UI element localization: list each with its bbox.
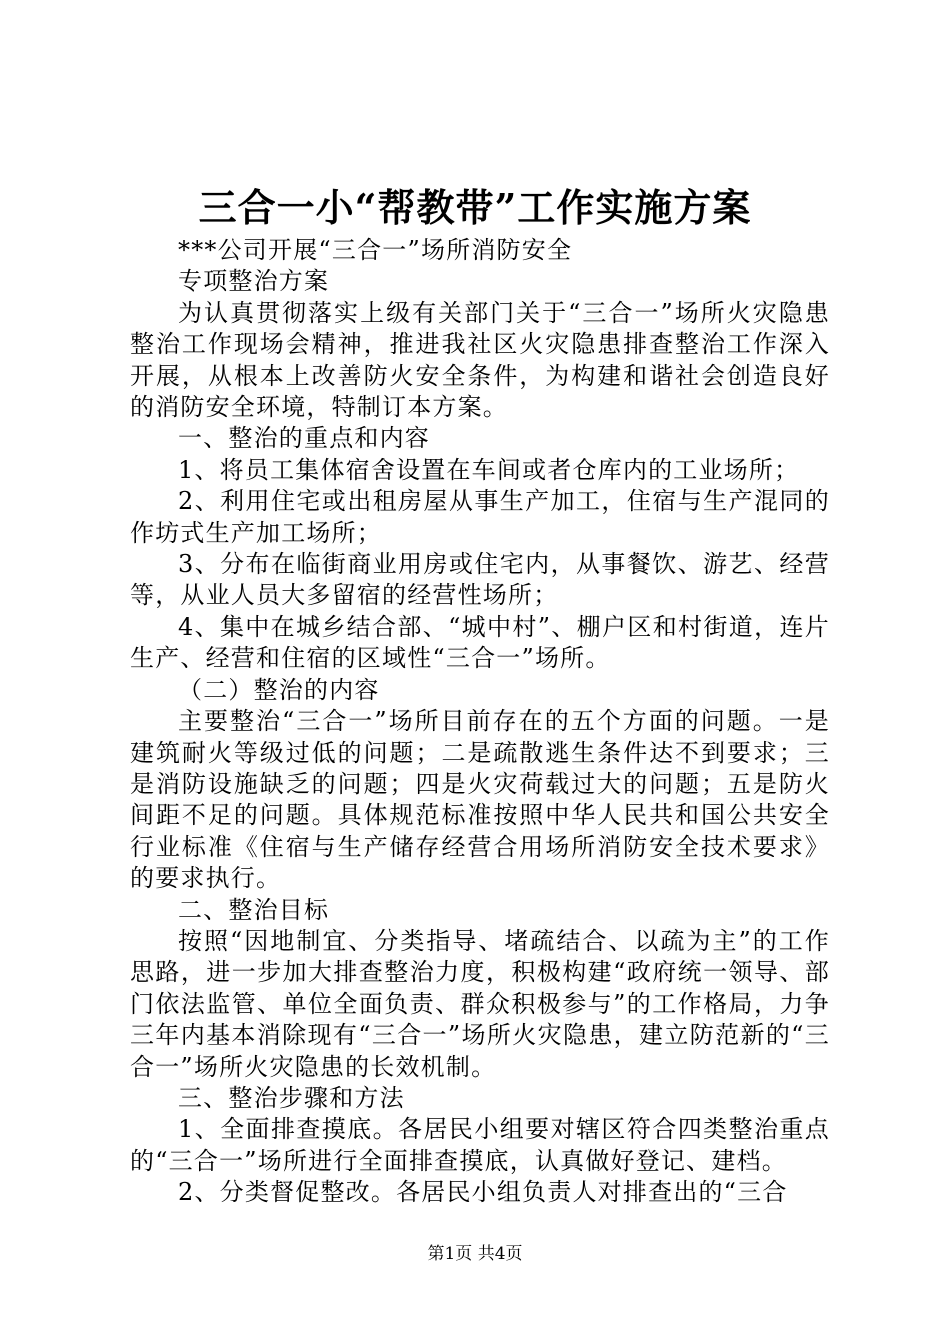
page-footer: 第1页 共4页 [427,1244,523,1264]
paragraph-company-heading: ***公司开展“三合一”场所消防安全 [178,236,573,264]
section-heading-goals: 二、整治目标 [178,895,330,924]
step-item-1: 1、全面排查摸底。各居民小组要对辖区符合四类整治重点的“三合一”场所进行全面排查摸底，认真做好登记、建档。 [130,1115,830,1175]
paragraph-plan-subtitle: 专项整治方案 [178,267,330,296]
paragraph-goals: 按照“因地制宜、分类指导、堵疏结合、以疏为主”的工作思路，进一步加大排查整治力度，积极构建“政府统一领导、部门依法监管、单位全面负责、群众积极参与”的工作格局，力争三年内基本消除现有“三合一”场所火灾隐患，建立防范新的“三合一”场所火灾隐患的长效机制。 [130,926,830,1081]
document-title: 三合一小“帮教带”工作实施方案 [198,185,752,230]
step-item-2: 2、分类督促整改。各居民小组负责人对排查出的“三合 [178,1178,788,1207]
section-heading-steps: 三、整治步骤和方法 [178,1083,405,1112]
list-item-1: 1、将员工集体宿舍设置在车间或者仓库内的工业场所； [178,455,800,484]
paragraph-content: 主要整治“三合一”场所目前存在的五个方面的问题。一是建筑耐火等级过低的问题；二是疏散逃生条件达不到要求；三是消防设施缺乏的问题；四是火灾荷载过大的问题；五是防火间距不足的问题。具体规范标准按照中华人民共和国公共安全行业标准《住宿与生产储存经营合用场所消防安全技术要求》的要求执行。 [130,707,830,893]
section-heading-focus: 一、整治的重点和内容 [178,424,430,453]
document-body [130,235,830,1209]
list-item-4: 4、集中在城乡结合部、“城中村”、棚户区和村街道，连片生产、经营和住宿的区域性“三合一”场所。 [130,612,830,673]
list-item-2: 2、利用住宅或出租房屋从事生产加工，住宿与生产混同的作坊式生产加工场所； [130,487,830,547]
section-heading-content: （二）整治的内容 [178,675,380,704]
list-item-3: 3、分布在临街商业用房或住宅内，从事餐饮、游艺、经营等，从业人员大多留宿的经营性场所； [130,550,830,610]
paragraph-intro: 为认真贯彻落实上级有关部门关于“三合一”场所火灾隐患整治工作现场会精神，推进我社区火灾隐患排查整治工作深入开展，从根本上改善防火安全条件，为构建和谐社会创造良好的消防安全环境，特制订本方案。 [130,298,830,422]
